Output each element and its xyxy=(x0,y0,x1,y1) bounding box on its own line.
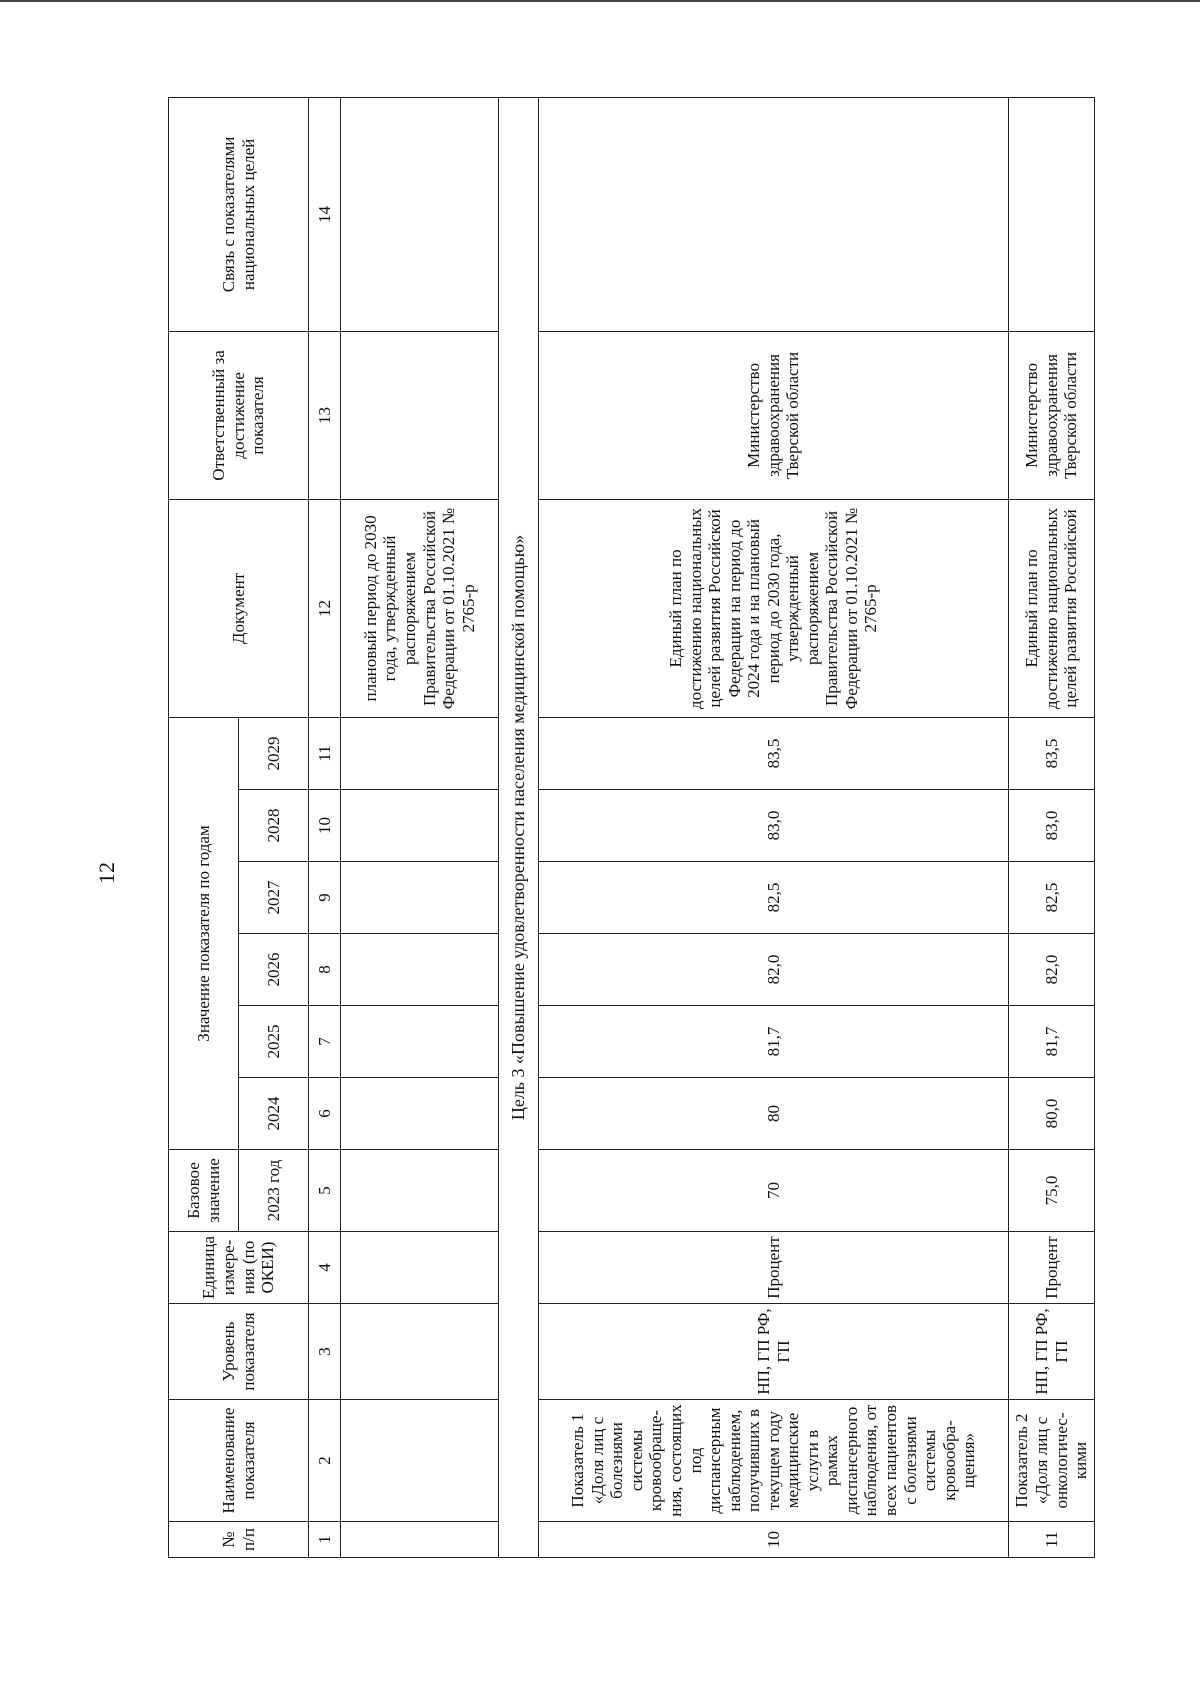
row-document: Единый план по достижению национальных целей развития Российской Федерации на период до 2024 года и на плановый период до 2030 года, утвержденный распоряжением Правительства Российской Федерации от 01.10.2021 № 2765-р xyxy=(539,499,1009,717)
header-row-1 xyxy=(169,97,239,1557)
col-number: 11 xyxy=(309,717,341,789)
row-unit: Процент xyxy=(1009,1232,1095,1304)
header-responsible: Ответственный за достижение показателя xyxy=(169,331,309,499)
row-value: 83,0 xyxy=(539,790,1009,862)
row-value: 82,5 xyxy=(539,862,1009,934)
header-name: Наименование показателя xyxy=(169,1400,309,1522)
col-number: 14 xyxy=(309,97,341,331)
col-number: 7 xyxy=(309,1006,341,1078)
row-value: 81,7 xyxy=(539,1006,1009,1078)
row-value: 83,5 xyxy=(1009,717,1095,789)
row-responsible: Министерство здравоохранения Тверской области xyxy=(1009,331,1095,499)
rotated-table-container xyxy=(168,98,1091,1558)
header-year: 2024 xyxy=(239,1078,309,1150)
col-number: 3 xyxy=(309,1304,341,1400)
row-name: Показатель 1 «Доля лиц с болезнями системы кровообраще-ния, состоящих под диспансерным наблюдением, получивших в текущем году медицинские услуги в рамках диспансерного наблюдения, от всех пациентов с болезнями системы кровообра-щения» xyxy=(539,1400,1009,1522)
header-link: Связь с показателями национальных целей xyxy=(169,97,309,331)
row-value: 82,0 xyxy=(539,934,1009,1006)
col-number: 6 xyxy=(309,1078,341,1150)
row-name: Показатель 2 «Доля лиц с онкологичес-кими xyxy=(1009,1400,1095,1522)
col-number: 4 xyxy=(309,1232,341,1304)
header-unit: Единица измере-ния (по ОКЕИ) xyxy=(169,1232,309,1304)
table-row xyxy=(1009,97,1095,1557)
header-year: 2027 xyxy=(239,862,309,934)
row-link xyxy=(1009,97,1095,331)
col-number: 13 xyxy=(309,331,341,499)
page-top-edge xyxy=(0,0,1200,2)
col-number: 1 xyxy=(309,1522,341,1558)
row-value: 81,7 xyxy=(1009,1006,1095,1078)
header-year: 2029 xyxy=(239,717,309,789)
header-level: Уровень показателя xyxy=(169,1304,309,1400)
row-value: 82,5 xyxy=(1009,862,1095,934)
indicators-table xyxy=(168,97,1095,1558)
goal-title: Цель 3 «Повышение удовлетворенности населения медицинской помощью» xyxy=(499,97,539,1557)
row-value: 80 xyxy=(539,1078,1009,1150)
row-value: 83,0 xyxy=(1009,790,1095,862)
header-base: Базовое значение xyxy=(169,1150,239,1232)
header-base-year: 2023 год xyxy=(239,1150,309,1232)
header-values: Значение показателя по годам xyxy=(169,717,239,1149)
col-number: 12 xyxy=(309,499,341,717)
row-unit: Процент xyxy=(539,1232,1009,1304)
goal-row xyxy=(499,97,539,1557)
row-level: НП, ГП РФ, ГП xyxy=(539,1304,1009,1400)
column-number-row xyxy=(309,97,341,1557)
row-num: 11 xyxy=(1009,1522,1095,1558)
row-value: 80,0 xyxy=(1009,1078,1095,1150)
row-base: 70 xyxy=(539,1150,1009,1232)
header-year: 2026 xyxy=(239,934,309,1006)
row-document: Единый план по достижению национальных целей развития Российской xyxy=(1009,499,1095,717)
row-value: 83,5 xyxy=(539,717,1009,789)
col-number: 5 xyxy=(309,1150,341,1232)
row-responsible: Министерство здравоохранения Тверской области xyxy=(539,331,1009,499)
page-number: 12 xyxy=(94,862,119,884)
col-number: 9 xyxy=(309,862,341,934)
row-num: 10 xyxy=(539,1522,1009,1558)
row-base: 75,0 xyxy=(1009,1150,1095,1232)
table-row xyxy=(539,97,1009,1557)
col-number: 10 xyxy=(309,790,341,862)
header-year: 2025 xyxy=(239,1006,309,1078)
continuation-document: плановый период до 2030 года, утвержденный распоряжением Правительства Российской Федерации от 01.10.2021 № 2765-р xyxy=(341,499,499,717)
header-document: Документ xyxy=(169,499,309,717)
row-link xyxy=(539,97,1009,331)
continuation-row xyxy=(341,97,499,1557)
col-number: 2 xyxy=(309,1400,341,1522)
row-level: НП, ГП РФ, ГП xyxy=(1009,1304,1095,1400)
header-year: 2028 xyxy=(239,790,309,862)
header-num: № п/п xyxy=(169,1522,309,1558)
row-value: 82,0 xyxy=(1009,934,1095,1006)
col-number: 8 xyxy=(309,934,341,1006)
